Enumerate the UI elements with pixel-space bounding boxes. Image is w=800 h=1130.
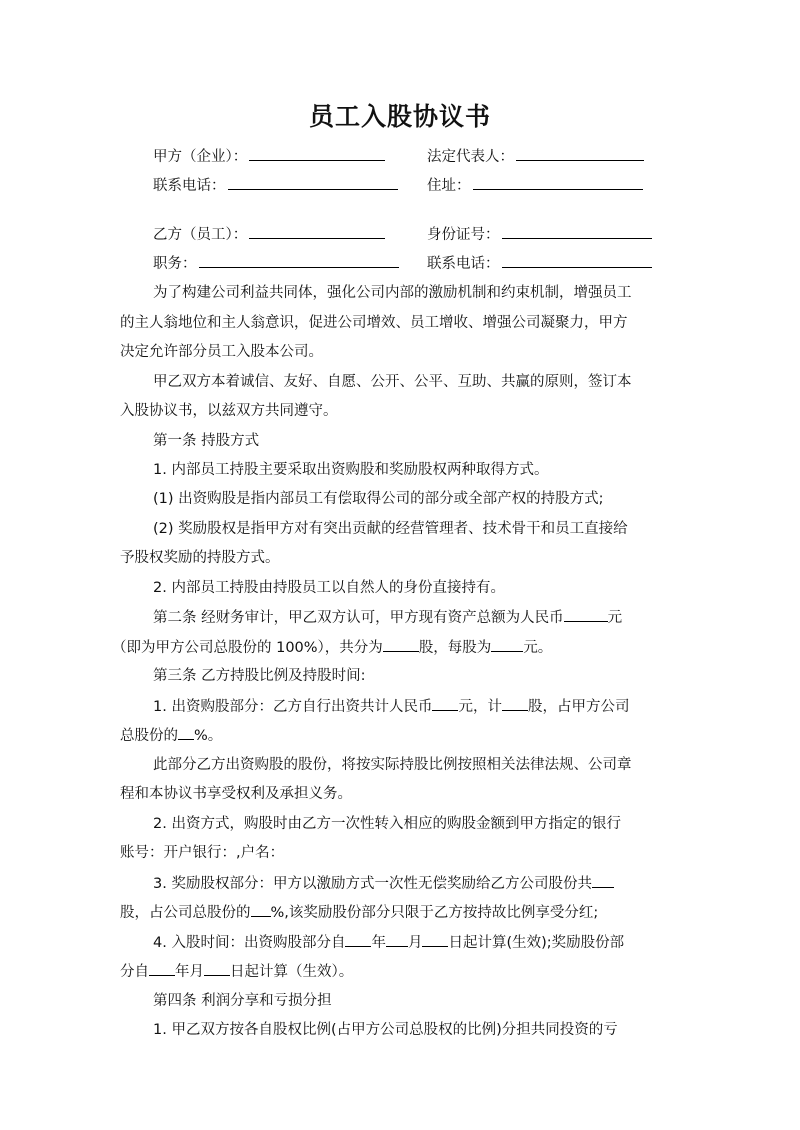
text-segment: 股，每股为: [418, 640, 492, 656]
text-segment: 股，占公司总股份的: [120, 905, 251, 921]
party-a-rep-blank: [516, 146, 644, 161]
party-a-line: [153, 146, 385, 167]
shares-blank: [383, 637, 419, 652]
party-a-phone-label: 联系电话：: [153, 178, 226, 194]
article-2-line-2: [112, 637, 552, 658]
party-b-position-line: [153, 253, 399, 274]
text-segment: 年: [371, 935, 386, 951]
party-b-blank: [249, 224, 385, 239]
text-segment: 4. 入股时间：出资购股部分自: [153, 935, 346, 951]
blank: [502, 696, 528, 711]
party-a-phone-blank: [228, 175, 398, 190]
article-heading: 第三条 乙方持股比例及持股时间:: [153, 668, 366, 684]
party-a-phone-line: [153, 175, 398, 196]
text-segment: %,该奖励股份部分只限于乙方按持故比例享受分红;: [270, 905, 599, 921]
blank: [178, 725, 194, 740]
party-b-phone-blank: [502, 253, 652, 268]
party-a-blank: [249, 146, 385, 161]
body-line: 此部分乙方出资购股的股份，将按实际持股比例按照相关法律法规、公司章: [153, 757, 632, 773]
blank: [386, 932, 408, 947]
body-line: 1. 甲乙双方按各自股权比例(占甲方公司总股权的比例)分担共同投资的亏: [153, 1022, 618, 1038]
party-b-phone-label: 联系电话：: [427, 256, 500, 272]
text-segment: %。: [194, 728, 223, 744]
party-a-address-blank: [473, 175, 643, 190]
text-segment: 元，计: [458, 699, 502, 715]
article-3-line-2: [120, 725, 222, 746]
text-segment: 总股份的: [120, 728, 178, 744]
body-line: 决定允许部分员工入股本公司。: [120, 344, 323, 360]
article-3-item-3: [153, 873, 614, 894]
body-line: 账号：开户银行：,户名：: [120, 845, 285, 861]
article-2-line: [153, 607, 622, 628]
body-line: 的主人翁地位和主人翁意识，促进公司增效、员工增收、增强公司凝聚力，甲方: [120, 315, 628, 331]
party-b-position-label: 职务：: [153, 256, 197, 272]
blank: [422, 932, 448, 947]
text-segment: 月: [407, 935, 423, 951]
body-line: (1) 出资购股是指内部员工有偿取得公司的部分或全部产权的持股方式;: [153, 491, 604, 507]
text-segment: 日起计算(生效);奖励股份部: [448, 935, 625, 951]
blank: [149, 961, 175, 976]
party-a-rep-line: [427, 146, 644, 167]
document-title: 员工入股协议书: [308, 102, 491, 131]
text-segment: 1. 出资购股部分：乙方自行出资共计人民币: [153, 699, 433, 715]
article-3-item-4: [153, 932, 624, 953]
party-b-id-line: [427, 224, 652, 245]
party-b-line: [153, 224, 385, 245]
text-segment: 分自: [120, 964, 149, 980]
article-3-line: [153, 696, 629, 717]
party-b-phone-line: [427, 253, 652, 274]
text-segment: 日起计算（生效）。: [230, 964, 354, 980]
text-segment: 第二条 经财务审计，甲乙双方认可，甲方现有资产总额为人民币: [153, 610, 564, 626]
article-3-item-3-line-2: [120, 902, 598, 923]
text-segment: 3. 奖励股权部分：甲方以激励方式一次性无偿奖励给乙方公司股份共: [153, 876, 592, 892]
body-line: 为了构建公司利益共同体，强化公司内部的激励机制和约束机制，增强员工: [153, 285, 632, 301]
party-a-rep-label: 法定代表人：: [427, 149, 514, 165]
blank: [251, 902, 271, 917]
party-b-id-label: 身份证号：: [427, 227, 500, 243]
text-segment: 股，占甲方公司: [527, 699, 630, 715]
party-a-address-label: 住址：: [427, 178, 471, 194]
body-line: 2. 出资方式，购股时由乙方一次性转入相应的购股金额到甲方指定的银行: [153, 816, 621, 832]
party-b-position-blank: [199, 253, 399, 268]
blank: [345, 932, 371, 947]
party-b-id-blank: [502, 224, 652, 239]
body-line: 甲乙双方本着诚信、友好、自愿、公开、公平、互助、共赢的原则，签订本: [153, 374, 632, 390]
article-heading: 第四条 利润分享和亏损分担: [153, 993, 332, 1009]
blank: [432, 696, 458, 711]
body-line: 程和本协议书享受权利及承担义务。: [120, 786, 352, 802]
text-segment: 元: [607, 610, 623, 626]
text-segment: 年月: [175, 964, 204, 980]
party-a-label: 甲方（企业）：: [153, 149, 248, 165]
body-line: 2. 内部员工持股由持股员工以自然人的身份直接持有。: [153, 580, 505, 596]
text-segment: 元。: [523, 640, 553, 656]
text-segment: （即为甲方公司总股份的 100%），共分为: [112, 640, 383, 656]
body-line: (2) 奖励股权是指甲方对有突出贡献的经营管理者、技术骨干和员工直接给: [153, 521, 628, 537]
party-b-label: 乙方（员工）：: [153, 227, 248, 243]
body-line: 予股权奖励的持股方式。: [120, 550, 280, 566]
blank: [592, 873, 614, 888]
per-share-blank: [491, 637, 523, 652]
amount-blank: [564, 607, 608, 622]
body-line: 入股协议书，以兹双方共同遵守。: [120, 403, 338, 419]
article-heading: 第一条 持股方式: [153, 433, 260, 449]
article-3-item-4-line-2: [120, 961, 353, 982]
party-a-address-line: [427, 175, 643, 196]
blank: [204, 961, 230, 976]
body-line: 1. 内部员工持股主要采取出资购股和奖励股权两种取得方式。: [153, 462, 549, 478]
